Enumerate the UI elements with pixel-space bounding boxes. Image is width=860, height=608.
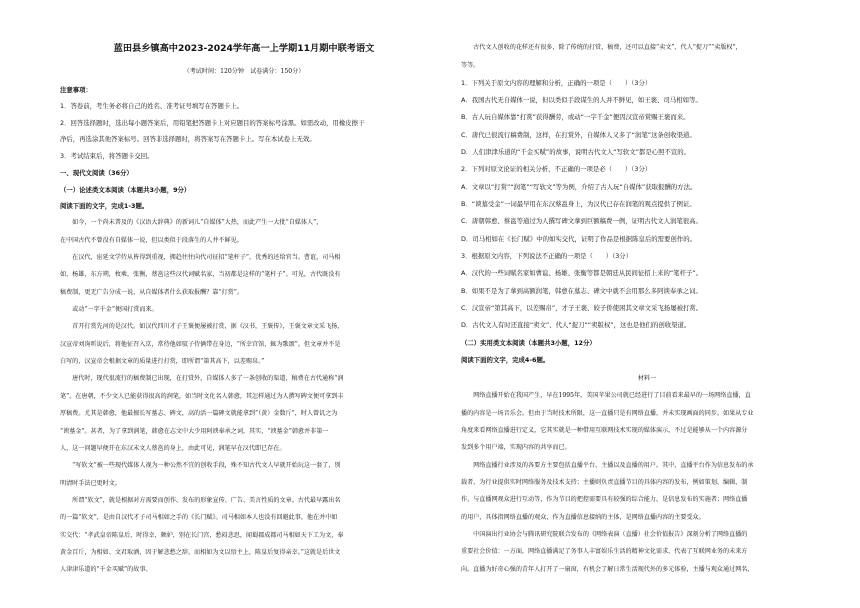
paragraph-line: 网络直播开始在我国产生，早在1995年，美国苹果公司就已经进行了目前看来最早的一场网络直播，直 — [461, 392, 751, 399]
option-line: D．古代文人有时还直接“卖文”、代人“捉刀”“卖版权”，这也是他们的创收渠道。 — [461, 321, 691, 329]
subsection-heading: （一）论述类文本阅读（本题共3小题，9分） — [60, 186, 191, 194]
paragraph-line: 在中国古代不曾没有自媒体一说，但以类似于段落生的人并不鲜见。 — [60, 237, 243, 244]
paragraph-line: 网络直播行业涉及的各要方主要包括直播平台、主播以及直播的用户。其中，直播平台作为信息发布的承 — [461, 462, 754, 469]
option-line: C．唐代已很流行稿费制，这样，在打赏外，自媒体人又多了“润笔”这条创收渠道。 — [461, 131, 696, 139]
paragraph-line: 等等。 — [461, 62, 480, 69]
paragraph-line: 白写的，汉宣帝会根据文章的质量进行打赏，即所谓“第其高下，以差赐帛。” — [60, 358, 265, 365]
paragraph-line: 实交代：“孝武皇帝陈皇后，时得幸，颇妒，别在长门宫，愁闷悲思，闻蜀郡成都司马相如天下工为文，奉 — [60, 532, 344, 539]
reading-instruction: 阅读下面的文字，完成4-6题。 — [461, 356, 550, 364]
option-line: B．古人玩自媒体靠“打赏”获得酬劳，或动“一字千金”便因汉宣帝赏赐王褒而来。 — [461, 113, 690, 121]
paragraph-line: 人，这一问题早便开在东汉末文人蔡邕的身上，由此可见，润笔早在汉代即已存在。 — [60, 445, 286, 452]
material-heading: 材料一 — [637, 375, 657, 382]
question-line: 3．根据原文内容，下列说法不正确的一项是（ ）（3分） — [461, 252, 633, 260]
paragraph-line: 中国演出行业协会与腾讯研究院联合发布的《网络表演（直播）社会价值报告》深刻分析了网络直播的 — [461, 531, 748, 538]
option-line: A．汉代的一些词赋名家如曹谊、杨雄、张衡等都是朝廷从民间征招上来的“笔杆子”。 — [461, 269, 703, 277]
paragraph-line: 笔”。在唐朝，不少文人已能获得很高的润笔，如当时文化名人韩愈，其怎样通过为人撰写碑文便可拿到丰 — [60, 393, 344, 400]
section-heading: 一、现代文阅读（36分） — [60, 169, 133, 177]
paragraph-line: 汉宣帝刘询听说后，将他征召入京，常待他如驭子侍俩带在身边，“所幸宫馆，辄为歌颂”。但文章并不是 — [60, 341, 341, 348]
notice-line: 2．回答选择题时，选出每小题答案后，用铅笔把答题卡上对应题目的答案标号涂黑。如需改动，用橡皮擦干 — [60, 119, 365, 127]
paragraph-line: 厚稿费。尤其是韩愈，他最擅长写墓志、碑文，高的活一篇碑文就能拿到“（黄）金数斤”，时人曾讥之为 — [60, 410, 338, 417]
paragraph-line: 如，杨雄，东方朔，枚乘，张衡，蔡邕这些汉代词赋名家，当初都是这样的“笔杆子”。可见，古代既没有 — [60, 271, 341, 278]
option-line: D．人们津津乐道的“千金买赋”的故事，说明古代文人“写软文”都是心照不宣的。 — [461, 148, 691, 156]
paragraph-line: 古代文人创收的花样还有很多，除了传统的打赏、稿费，还可以直接“卖文”、代人“捉刀”“卖版权”， — [461, 44, 742, 51]
notice-line: 1．答卷前，考生务必将自己的姓名、准考证号填写在答题卡上。 — [60, 102, 244, 110]
reading-instruction: 阅读下面的文字，完成1-3题。 — [60, 202, 149, 210]
paragraph-line: “谀墓金”。甚者，为了拿到润笔，韩愈在志文中大少用阿谀奉承之词，其实，“谀墓金”韩愈并非第一 — [60, 428, 329, 435]
option-line: A．我国古代无自媒体一说，但以类似手段谋生的人并不鲜见，如王褒、司马相如等。 — [461, 96, 702, 104]
paragraph-line: 所谓“软文”，就是根据对方需要而创作、发布的形象宣传、广告、美言性质的文章。古代最早露出名 — [60, 497, 341, 504]
option-line: C．唐朝韩愈、蔡邕等通过为人撰写碑文拿到巨额稿费一例，证明古代文人润笔很高。 — [461, 217, 702, 225]
paragraph-line: 黄金百斤，为相如、文君取酒，因于解悲愁之辞，而相如为文以悟主上，陈皇后复得亲幸。”这就是后世文 — [60, 549, 341, 556]
option-line: B．“谀墓受金”一词最早用在东汉蔡邕身上，为汉代已存在润笔的观点提供了例证。 — [461, 200, 696, 208]
paragraph-line: “写软文”被一些现代媒体人视为一种公然不宜的创收手段，殊不知古代文人早就开始玩这一套了，别 — [60, 462, 341, 469]
notice-line: 3．考试结束后，将答题卡交回。 — [60, 152, 154, 160]
paragraph-line: 在汉代，宦延文学侍从皆得到重视，拥趋往往向代司征招“笔杆子”，优秀的还给官当。曹谊，司马相 — [60, 254, 341, 261]
notice-line: 净后，再选涂其他答案标号。回答非选择题时，将答案写在答题卡上。写在本试卷上无效。 — [60, 135, 316, 143]
subsection-heading: （二）实用类文本阅读（本题共3小题，12分） — [461, 339, 596, 347]
paragraph-line: 重要社会价值：一方面，网络直播满足了务事人丰富娱乐生活的精神文化需求，代表了互联网业务的未来方 — [461, 548, 748, 555]
paragraph-line: 稿费制，更无广告分成一说，从自媒体者什么获取报酬？靠“打赏”。 — [60, 289, 243, 296]
paragraph-line: 或动“一字千金”便国打赏而来。 — [60, 306, 158, 313]
paragraph-line: 明清时手法已更时文。 — [60, 480, 121, 487]
paragraph-line: 的一篇“软文”，是由自汉代才子司马相如之手的《长门赋》。司马相如本人也没有回避此事，他在并中如 — [60, 514, 338, 521]
paragraph-line: 的用户，具体指网络直播的观众，作为直播信息接纳的主体，是网络直播内容的主要受众。 — [461, 514, 705, 521]
paragraph-line: 首开打赏先河的是汉代。如汉代四川才子王褒便屡被打赏，据《汉书，王褒传》，王褒文章文采飞扬， — [60, 323, 344, 330]
paragraph-line: 播的内容是一场音乐会。但由于当时技术所限，这一直播只是有网络直播，并未实现画面的同步。如果从专业 — [461, 410, 754, 417]
question-line: 1．下列关于原文内容的理解和分析，正确的一项是（ ）（3分） — [461, 79, 652, 87]
exam-title: 蓝田县乡镇高中2023-2024学年高一上学期11月期中联考语文 — [113, 43, 375, 54]
paragraph-line: 唐代时，现代很流行的稿费制已出现，在打赏外，自媒体人多了一条创收的渠道，稿费在古代通称“润 — [60, 375, 344, 382]
paragraph-line: 发到多个用户端，实现内容的共享而已。 — [461, 444, 571, 451]
paragraph-line: 载者，为行业提供实时网络服务及技术支持；主播则负责直播节目的具体内容的发布，例如策划、编辑、制 — [461, 479, 748, 486]
option-line: B．如果不是为了拿到高额润笔，韩愈在墓志、碑文中就不会用那么多阿谀奉承之词。 — [461, 287, 702, 295]
paragraph-line: 角度来看网络直播进行定义，它其实就是一种借用互联网技术实现的媒体演示，不过是能够从一个内容源分 — [461, 427, 748, 434]
option-line: C．汉宣帝“第其高下，以差赐帛”，才子王褒、皎子侨使困其文章文采飞扬屡被打赏。 — [461, 304, 703, 312]
option-line: A．文章以“打赏”“润笔”“写软文”等为例，介绍了古人玩“自媒体”获取报酬的方法。 — [461, 183, 697, 191]
paragraph-line: 向。直播为好奇心强的青年人打开了一扇窗，有机会了解日常生活现代外的多元体验，主播与观众通过网名、 — [461, 566, 754, 573]
exam-info: （考试时间：120分钟 试卷满分：150分） — [183, 68, 305, 75]
option-line: D．司马相如在《长门赋》中的如实交代，证明了作品是根据陈皇后的需要创作的。 — [461, 235, 696, 243]
notice-heading: 注意事项： — [60, 86, 92, 94]
paragraph-line: 如今，一个尚未普及的《汉语大辞典》的新词儿“自媒体”大热，而此产生一大批“自媒体人”， — [60, 219, 323, 226]
paragraph-line: 作，与直播网观众进行互动等，作为节目的把控需要具有较强的综合能力，是信息发布的实施者；网络直播 — [461, 496, 748, 503]
paragraph-line: 人津津乐道的“千金买赋”的故事。 — [60, 566, 152, 573]
question-line: 2．下列对原文论证的相关分析，不正确的一项是必（ ）（3分） — [461, 165, 652, 173]
